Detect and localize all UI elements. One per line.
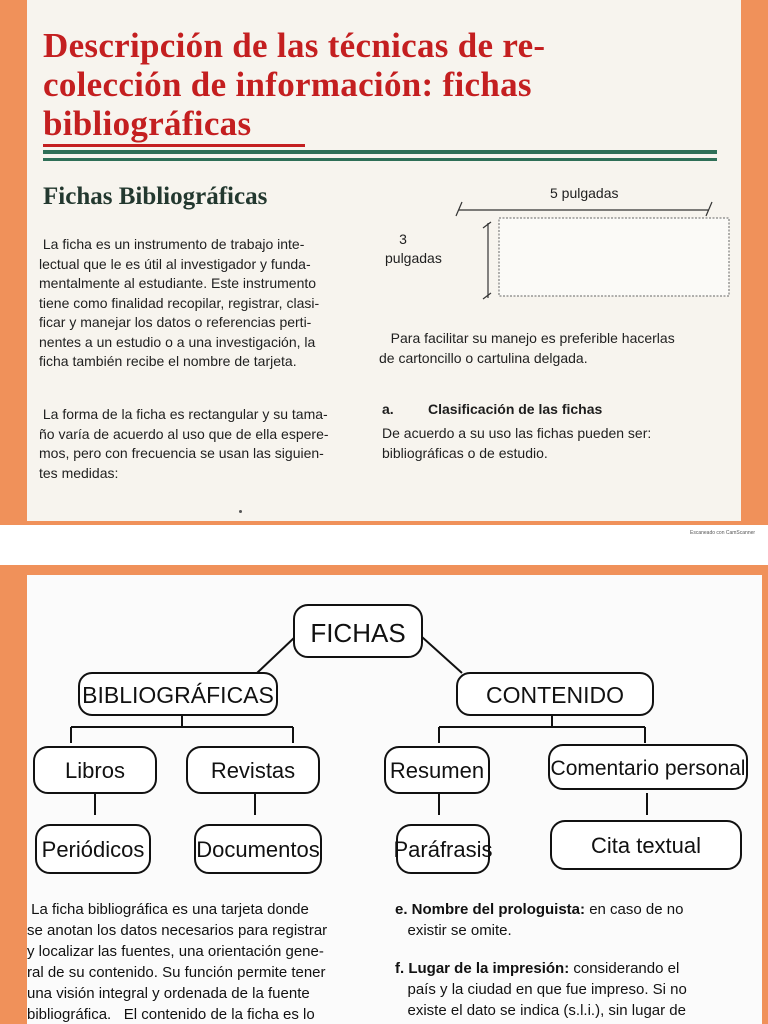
node-bibliograficas: BIBLIOGRÁFICAS (82, 682, 274, 708)
text-line: tiene como finalidad recopilar, registrar, clasi- (39, 294, 320, 311)
node-libros: Libros (65, 758, 125, 783)
node-contenido: CONTENIDO (486, 682, 624, 708)
node-cita-textual: Cita textual (590, 833, 702, 858)
text-line: La forma de la ficha es rectangular y su tama- (39, 406, 328, 422)
section-heading: Fichas Bibliográficas (43, 183, 268, 210)
right-column-text (395, 899, 755, 1021)
text-line: bibliográfica. El contenido de la ficha es lo (27, 1006, 315, 1023)
page-title (43, 26, 733, 143)
subheading-letter: a. (382, 401, 394, 417)
text-line: de cartoncillo o cartulina delgada. (379, 349, 588, 366)
text-line: ño varía de acuerdo al uso que de ella espere- (39, 425, 329, 442)
speck (239, 510, 242, 513)
concept-map (27, 575, 762, 875)
list-item-f (395, 958, 755, 979)
text-line: se anotan los datos necesarios para registrar (27, 922, 328, 939)
text-line: una visión integral y ordenada de la fuente (27, 985, 310, 1002)
text-line: ral de su contenido. Su función permite tener (27, 964, 326, 981)
width-tick-right (706, 202, 712, 216)
text-line: La ficha bibliográfica es una tarjeta donde (27, 901, 309, 918)
text-line: ficha también recibe el nombre de tarjeta. (39, 353, 297, 369)
text-line: lectual que le es útil al investigador y funda- (39, 255, 311, 272)
text-line: bibliográficas o de estudio. (382, 444, 548, 461)
height-tick-top (483, 222, 491, 228)
connector-line (257, 637, 295, 673)
item-e-text: en caso de no (585, 901, 684, 918)
text-line: De acuerdo a su uso las fichas pueden ser: (382, 425, 652, 441)
node-revistas: Revistas (210, 758, 296, 783)
card-height-number: 3 (399, 231, 407, 247)
scanner-watermark: Escaneado con CamScanner (690, 530, 756, 536)
text-line: La ficha es un instrumento de trabajo inte- (39, 236, 305, 252)
height-tick-bottom (483, 293, 491, 299)
connector-line (422, 637, 462, 673)
spacer (395, 941, 755, 958)
text-line: mos, pero con frecuencia se usan las siguien- (39, 445, 324, 461)
text-line: mentalmente al estudiante. Este instrumento (39, 275, 317, 291)
title-line: colección de información: fichas (43, 65, 532, 104)
node-periodicos: Periódicos (41, 837, 145, 862)
text-line: Para facilitar su manejo es preferible hacerlas (379, 330, 675, 346)
node-resumen: Resumen (389, 758, 485, 783)
card-width-label: 5 pulgadas (550, 185, 619, 201)
node-fichas: FICHAS (310, 618, 406, 648)
divider-rule (43, 158, 717, 161)
title-line: Descripción de las técnicas de re- (43, 26, 546, 65)
subheading-classification (382, 401, 602, 417)
list-item-e (395, 899, 755, 920)
paragraph-shape (39, 405, 369, 483)
card-height-unit: pulgadas (385, 250, 442, 266)
text-line: ficar y manejar los datos o referencias perti- (39, 314, 312, 330)
width-tick-left (456, 202, 462, 216)
page-2-scan (0, 565, 768, 1024)
card-dimension-diagram (447, 190, 737, 310)
text-line: tes medidas: (39, 464, 119, 481)
item-f-label: f. Lugar de la impresión: (395, 960, 570, 977)
left-column-text (27, 899, 367, 1024)
paragraph-types (382, 424, 722, 463)
title-line: bibliográficas (43, 104, 252, 143)
paragraph-intro (39, 235, 369, 372)
title-underline (43, 144, 305, 147)
paragraph-material (379, 329, 719, 368)
subheading-text: Clasificación de las fichas (428, 401, 603, 417)
node-parafrasis: Paráfrasis (393, 837, 493, 862)
item-e-label: e. Nombre del prologuista: (395, 901, 586, 918)
node-comentario-personal: Comentario personal (550, 757, 746, 780)
page-1-sheet (27, 0, 741, 521)
text-line: existe el dato se indica (s.l.i.), sin lugar de (395, 1002, 686, 1019)
page-2-sheet (27, 575, 762, 1024)
text-line: existir se omite. (395, 922, 512, 939)
text-line: país y la ciudad en que fue impreso. Si no (395, 981, 687, 998)
item-f-text: considerando el (569, 960, 680, 977)
text-line: y localizar las fuentes, una orientación gene- (27, 943, 324, 960)
card-rectangle (499, 218, 729, 296)
node-documentos: Documentos (196, 837, 320, 862)
divider-rule (43, 150, 717, 154)
text-line: nentes a un estudio o a una investigación, la (39, 333, 316, 350)
